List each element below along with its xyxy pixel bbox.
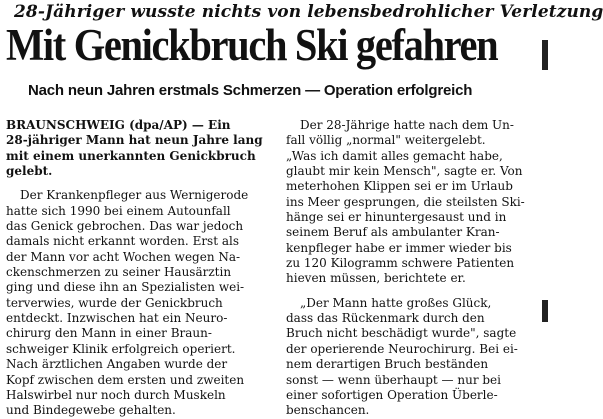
article-kicker: 28-Jähriger wusste nichts von lebensbedrohlicher Verletzung — [14, 2, 603, 22]
body-paragraph — [286, 296, 544, 419]
body-line: hänge sei er hinuntergesaust und in — [286, 210, 507, 225]
body-paragraph — [286, 118, 544, 287]
left-column — [6, 118, 276, 419]
body-line: benschancen. — [286, 403, 370, 418]
body-line: Bruch nicht beschädigt wurde", sagte — [286, 326, 517, 341]
body-line: der operierende Neurochirurg. Bei ei- — [286, 341, 518, 356]
paragraph-gap — [6, 179, 276, 188]
body-line: Halswirbel nur noch durch Muskeln — [6, 387, 226, 402]
body-line: terverwies, wurde der Genickbruch — [6, 295, 223, 310]
body-line: und Bindegewebe gehalten. — [6, 403, 176, 418]
body-line: schweiger Klinik erfolgreich operiert. — [6, 341, 236, 356]
body-line: Kopf zwischen dem ersten und zweiten — [6, 372, 245, 387]
body-line: damals nicht erkannt worden. Erst als — [6, 234, 240, 249]
body-line: entdeckt. Inzwischen hat ein Neuro- — [6, 311, 228, 326]
scan-edge-mark — [542, 40, 548, 70]
body-line: einer sofortigen Operation Überle- — [286, 387, 498, 402]
paragraph-gap — [286, 287, 544, 296]
body-line: glaubt mir kein Mensch", sagte er. Von — [286, 164, 523, 179]
body-paragraph — [6, 188, 276, 418]
body-line: fall völlig „normal" weitergelebt. — [286, 133, 486, 148]
body-line: sonst — wenn überhaupt — nur bei — [286, 372, 501, 387]
body-line: Der 28-Jährige hatte nach dem Un- — [300, 118, 514, 132]
body-line: meterhohen Klippen sei er im Urlaub — [286, 179, 513, 194]
lead-paragraph — [6, 118, 276, 179]
right-column — [286, 118, 544, 419]
body-line: chirurg den Mann in einer Braun- — [6, 326, 212, 341]
article-subhead: Nach neun Jahren erstmals Schmerzen — Operation erfolgreich — [28, 82, 473, 99]
lead-line: mit einem unerkannten Genickbruch — [6, 148, 256, 163]
article-headline: Mit Genickbruch Ski gefahren — [6, 20, 498, 70]
body-line: ckenschmerzen zu seiner Hausärztin — [6, 265, 232, 280]
body-line: das Genick gebrochen. Das war jedoch — [6, 219, 244, 234]
body-line: zu 120 Kilogramm schwere Patienten — [286, 256, 515, 271]
body-line: hieven müssen, berichtete er. — [286, 271, 466, 286]
body-line: kenpfleger habe er immer wieder bis — [286, 240, 512, 255]
body-line: seinem Beruf als ambulanter Kran- — [286, 225, 500, 240]
body-line: nem derartigen Bruch beständen — [286, 357, 489, 372]
body-line: Nach ärztlichen Angaben wurde der — [6, 357, 228, 372]
lead-line: 28-jähriger Mann hat neun Jahre lang — [6, 133, 263, 148]
lead-line: BRAUNSCHWEIG (dpa/AP) — Ein — [6, 118, 231, 132]
body-line: „Was ich damit alles gemacht habe, — [286, 148, 503, 163]
body-line: ins Meer gesprungen, die steilsten Ski- — [286, 194, 525, 209]
body-line: ging und diese ihn an Spezialisten wei- — [6, 280, 245, 295]
body-line: „Der Mann hatte großes Glück, — [300, 295, 492, 310]
body-line: Der Krankenpfleger aus Wernigerode — [20, 188, 249, 203]
scan-edge-mark — [542, 300, 548, 322]
body-line: dass das Rückenmark durch den — [286, 311, 485, 326]
body-line: der Mann vor acht Wochen wegen Na- — [6, 249, 241, 264]
body-line: hatte sich 1990 bei einem Autounfall — [6, 203, 231, 218]
lead-line: gelebt. — [6, 164, 53, 179]
